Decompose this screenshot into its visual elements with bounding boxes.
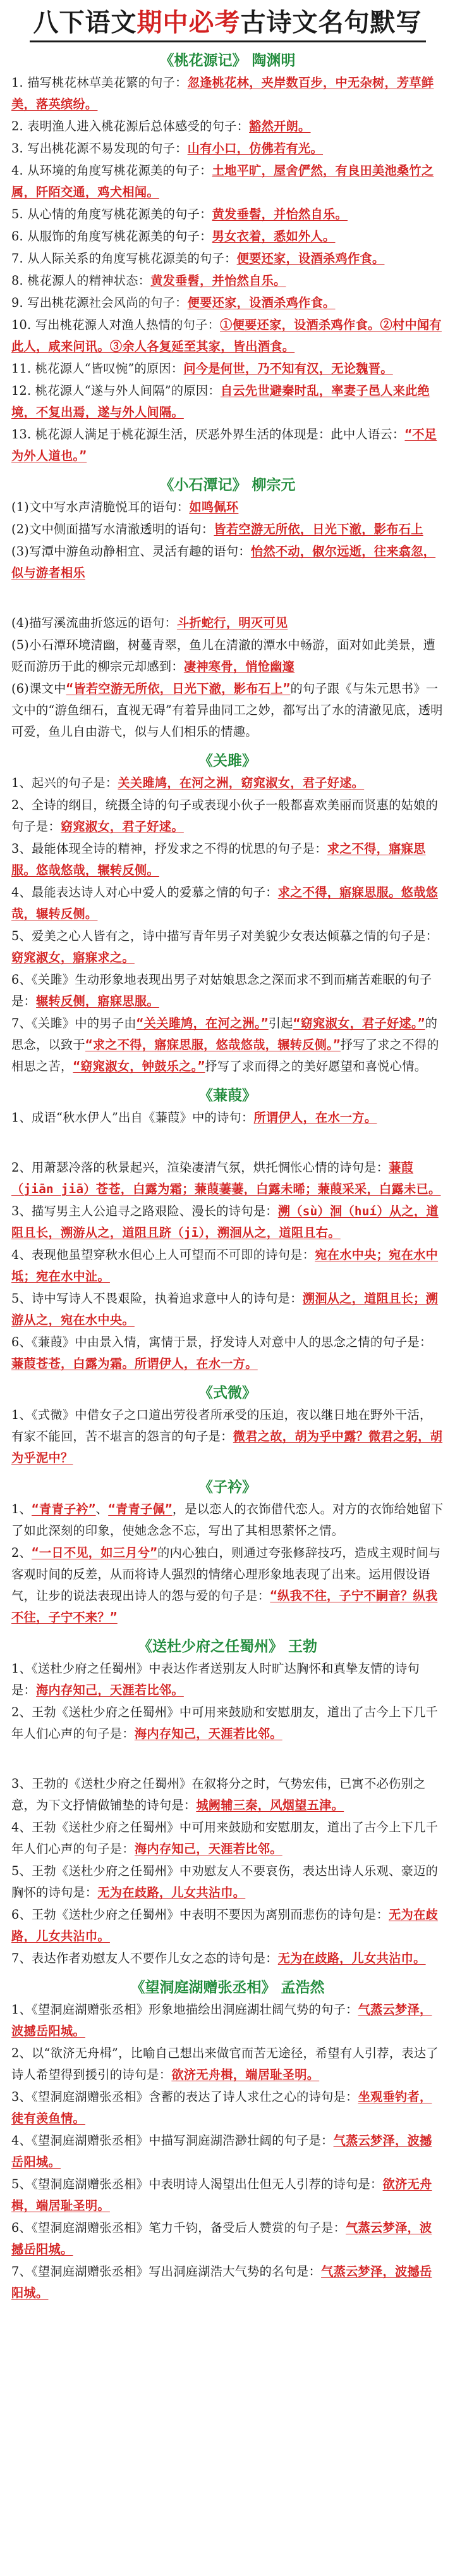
question-item [11, 1013, 444, 1077]
section-jianjia [11, 1084, 444, 1375]
question-text: 6、王勃《送杜少府之任蜀州》中表明不要因为离别而悲伤的诗句是： [11, 1907, 389, 1922]
spacer [11, 1129, 444, 1157]
answer-text: 豁然开朗。 [249, 119, 311, 133]
answer-text: 无为在歧路，儿女共沾巾。 [97, 1885, 246, 1900]
answer-text: “关关雎鸠，在河之洲。” [136, 1016, 269, 1031]
question-item [11, 1999, 444, 2042]
answer-text: 无为在歧路，儿女共沾巾。 [277, 1951, 426, 1966]
spacer [11, 1745, 444, 1773]
answer-text: 欲济无舟楫，端居耻圣明。 [11, 2177, 432, 2213]
question-item [11, 248, 444, 269]
section-zijin [11, 1475, 444, 1628]
question-item [11, 1288, 444, 1331]
question-item [11, 380, 444, 423]
question-item [11, 1773, 444, 1816]
question-text: 的内心独白，则通过夸张修辞技巧，造成主观时间与客观时间的反差，从而将诗人强烈的情绪心理形象地表现了出来。运用假设语气，让步的说法表现出诗人的怨与爱的句子是： [11, 1545, 441, 1603]
answer-text: 蒹葭（jiān jiā）苍苍，白露为霜；蒹葭萋萋，白露未晞；蒹葭采采，白露未已。 [11, 1160, 441, 1196]
question-text: 6、《蒹葭》中由景入情，寓情于景，抒发诗人对意中人的思念之情的句子是： [11, 1335, 432, 1349]
question-item [11, 116, 444, 137]
question-item [11, 1904, 444, 1947]
question-text: 7、表达作者劝慰友人不要作儿女之态的诗句是： [11, 1951, 278, 1966]
answer-text: 土地平旷，屋舍俨然，有良田美池桑竹之属，阡陌交通，鸡犬相闻。 [11, 163, 434, 199]
answer-text: 蒹葭苍苍，白露为霜。所谓伊人，在水一方。 [11, 1356, 258, 1371]
question-item [11, 678, 444, 743]
answer-text: 便要还家，设酒杀鸡作食。 [236, 251, 385, 266]
question-text: (1)文中写水声清脆悦耳的语句： [11, 500, 190, 514]
page-title [30, 8, 426, 42]
question-text: 5、王勃《送杜少府之任蜀州》中劝慰友人不要哀伤，表达出诗人乐观、豪迈的胸怀的诗句是： [11, 1864, 439, 1900]
answer-text: 海内存知己，天涯若比邻。 [35, 1683, 184, 1697]
section-guanju [11, 749, 444, 1077]
question-item [11, 1948, 444, 1969]
question-text: 3、描写男主人公追寻之路艰险、漫长的诗句是： [11, 1204, 278, 1218]
section-songdushaofu [11, 1635, 444, 1969]
answer-text: 皆若空游无所依，日光下澈，影布石上 [214, 522, 423, 536]
question-item [11, 2217, 444, 2260]
question-text: (3)写潭中游鱼动静相宜、灵活有趣的语句： [11, 544, 251, 559]
question-text: 2、以“欲济无舟楫”，比喻自己想出来做官而苦无途径，希望有人引荐，表达了诗人希望得到援引的诗句是： [11, 2046, 439, 2082]
question-text: (5)小石潭环境清幽，树蔓青翠，鱼儿在清澈的潭水中畅游，面对如此美景，遭贬而游历于此的柳宗元却感到： [11, 638, 436, 674]
question-text: (6)课文中 [11, 681, 66, 696]
answer-text: “窈窕淑女，钟鼓乐之。” [73, 1059, 205, 1074]
answer-text: 溯洄从之，道阻且长；溯游从之，宛在水中央。 [11, 1291, 439, 1327]
answer-text: “青青子衿” [32, 1502, 96, 1516]
question-text: 2、王勃《送杜少府之任蜀州》中可用来鼓励和安慰朋友，道出了古今上下几千年人们心声的句子是： [11, 1705, 439, 1741]
answer-text: ①便要还家，设酒杀鸡作食。②村中闻有此人，咸来问讯。③余人各复延至其家，皆出酒食。 [11, 318, 442, 354]
answer-text: 海内存知己，天涯若比邻。 [134, 1726, 282, 1741]
answer-text: 如鸣佩环 [189, 500, 239, 514]
question-item [11, 2261, 444, 2304]
question-text: 1、起兴的句子是： [11, 776, 118, 790]
answer-text: 溯（sù）洄（huí）从之，道阻且长，溯游从之，道阻且跻（jī），溯洄从之，道阻且右。 [11, 1204, 439, 1240]
question-text: 5. 从心情的角度写桃花源美的句子： [11, 207, 212, 221]
question-text: 的句子跟《与朱元思书》一文中的“游鱼细石，直视无碍”有着异曲同工之妙，都写出了水的清澈见底，透明可爱，鱼儿自由游弋，似与人们相乐的情趣。 [11, 681, 443, 739]
question-item [11, 2043, 444, 2086]
question-item [11, 497, 444, 518]
question-text: 3、《望洞庭湖赠张丞相》含蓄的表达了诗人求仕之心的诗句是： [11, 2090, 358, 2104]
question-text: 4、《望洞庭湖赠张丞相》中描写洞庭湖浩渺壮阔的句子是： [11, 2133, 334, 2148]
question-item [11, 358, 444, 380]
answer-text: 山有小口，仿佛若有光。 [187, 141, 324, 156]
question-text: 6、《望洞庭湖赠张丞相》笔力千钧，备受后人赞赏的句子是： [11, 2220, 346, 2235]
question-item [11, 2174, 444, 2217]
question-text: 2、 [11, 1545, 32, 1560]
question-item [11, 926, 444, 969]
answer-text: 凄神寒骨，悄怆幽邃 [183, 659, 295, 674]
question-text: 引起 [268, 1016, 293, 1031]
answer-text: 宛在水中央；宛在水中坻；宛在水中沚。 [11, 1248, 439, 1284]
answer-text: 黄发垂髫，并怡然自乐。 [212, 207, 348, 221]
answer-text: 男女衣着，悉如外人。 [212, 229, 336, 244]
question-item [11, 292, 444, 314]
question-text: 4、表现他虽望穿秋水但心上人可望而不可即的诗句是： [11, 1248, 315, 1262]
question-text: 1、成语“秋水伊人”出自《蒹葭》中的诗句： [11, 1110, 254, 1125]
question-item [11, 882, 444, 925]
question-text: 3、王勃的《送杜少府之任蜀州》在叙将分之时，气势宏伟，已寓不必伤别之意，为下文抒情做铺垫的诗句是： [11, 1776, 426, 1812]
answer-text: 欲济无舟楫，端居耻圣明。 [171, 2067, 320, 2082]
question-text: 2. 表明渔人进入桃花源后总体感受的句子： [11, 119, 250, 133]
answer-text: 便要还家，设酒杀鸡作食。 [187, 295, 336, 310]
answer-text: “青青子佩” [108, 1502, 173, 1516]
section-shiwei [11, 1381, 444, 1469]
question-text: 13. 桃花源人满足于桃花源生活，厌恶外界生活的体现是：此中人语云： [11, 427, 405, 442]
answer-text: 城阙辅三秦，风烟望五津。 [196, 1798, 344, 1812]
question-text: ，是以恋人的衣饰借代恋人。对方的衣饰给她留下了如此深刻的印象，使她念念不忘，写出了其相思萦怀之情。 [11, 1502, 444, 1538]
question-text: 5、《望洞庭湖赠张丞相》中表明诗人渴望出仕但无人引荐的诗句是： [11, 2177, 383, 2191]
question-item [11, 314, 444, 357]
question-text: 4、最能表达诗人对心中爱人的爱慕之情的句子： [11, 885, 278, 900]
question-text: 抒写了求之不得的相思之苦， [11, 1037, 439, 1074]
question-text: 2、用萧瑟冷落的秋景起兴，渲染凄清气氛，烘托惆怅心情的诗句是： [11, 1160, 389, 1175]
question-item [11, 795, 444, 838]
question-item [11, 772, 444, 794]
title-suffix: 古诗文名句默写 [240, 8, 422, 37]
answer-text: 气蒸云梦泽，波撼岳阳城。 [11, 2002, 432, 2038]
question-item [11, 1107, 444, 1129]
question-item [11, 1404, 444, 1469]
section-xiaoshitanji [11, 473, 444, 743]
question-item [11, 160, 444, 203]
question-item [11, 1861, 444, 1904]
answer-text: 怡然不动，俶尔远逝，往来翕忽，似与游者相乐 [11, 544, 436, 580]
question-text: 2、全诗的纲目，统摄全诗的句子或表现小伙子一般都喜欢美丽而贤惠的姑娘的句子是： [11, 798, 439, 834]
section-taohuayuanji [11, 49, 444, 467]
question-item [11, 1817, 444, 1860]
answer-text: 坐观垂钓者，徒有羡鱼情。 [11, 2090, 432, 2126]
question-text: 4、王勃《送杜少府之任蜀州》中可用来鼓励和安慰朋友，道出了古今上下几千年人们心声的句子是： [11, 1820, 439, 1856]
answer-text: 海内存知己，天涯若比邻。 [134, 1842, 282, 1856]
question-item [11, 1499, 444, 1542]
answer-text: 窈窕淑女，寤寐求之。 [11, 950, 135, 965]
question-text: 5、诗中写诗人不畏艰险，执着追求意中人的诗句是： [11, 1291, 303, 1306]
answer-text: 斗折蛇行，明灭可见 [176, 616, 288, 630]
question-text: 1. 描写桃花林草美花繁的句子： [11, 75, 188, 90]
question-item [11, 519, 444, 540]
question-text: 1、 [11, 1502, 32, 1516]
question-item [11, 838, 444, 881]
section-heading: 《子衿》 [198, 1479, 257, 1495]
question-text: 11. 桃花源人“皆叹惋”的原因： [11, 361, 184, 376]
question-text: 6、《关雎》生动形象地表现出男子对姑娘思念之深而求不到而痛苦难眠的句子是： [11, 972, 432, 1008]
answer-text: 自云先世避秦时乱，率妻子邑人来此绝境，不复出焉，遂与外人间隔。 [11, 383, 430, 419]
title-prefix: 八下语文 [33, 8, 137, 37]
question-text: 3. 写出桃花源不易发现的句子： [11, 141, 188, 156]
section-heading: 《送杜少府之任蜀州》 王勃 [137, 1638, 317, 1655]
question-item [11, 226, 444, 247]
question-text: 6. 从服饰的角度写桃花源美的句子： [11, 229, 212, 244]
question-item [11, 2130, 444, 2173]
question-item [11, 1157, 444, 1200]
question-item [11, 138, 444, 159]
answer-text: 微君之故，胡为乎中露？微君之躬，胡为乎泥中？ [11, 1429, 443, 1465]
section-heading: 《关雎》 [198, 753, 257, 769]
question-item [11, 612, 444, 634]
spacer [11, 585, 444, 612]
answer-text: “求之不得，寤寐思服，悠哉悠哉，辗转反侧。” [85, 1037, 341, 1052]
section-heading: 《式微》 [198, 1385, 257, 1401]
answer-text: “窈窕淑女，君子好逑。” [293, 1016, 425, 1031]
answer-text: 求之不得，寤寐思服。悠哉悠哉，辗转反侧。 [11, 885, 439, 921]
question-item [11, 72, 444, 115]
question-text: 7、《关雎》中的男子由 [11, 1016, 136, 1031]
question-text: 1、《式微》中借女子之口道出劳役者所承受的压迫，夜以继日地在野外干活，有家不能回，苦不堪言的怨言的句子是： [11, 1408, 432, 1444]
answer-text: 窈窕淑女，君子好逑。 [60, 819, 184, 834]
answer-text: “不足为外人道也。” [11, 427, 437, 463]
question-text: 3、最能体现全诗的精神，抒发求之不得的忧思的句子是： [11, 841, 327, 856]
answer-text: 求之不得，寤寐思服。悠哉悠哉，辗转反侧。 [11, 841, 426, 877]
section-heading: 《小石潭记》 柳宗元 [159, 477, 296, 493]
answer-text: “纵我不往，子宁不嗣音？纵我不往，子宁不来？” [11, 1588, 438, 1625]
question-item [11, 2086, 444, 2129]
question-text: 1、《送杜少府之任蜀州》中表达作者送别友人时旷达胸怀和真挚友情的诗句是： [11, 1661, 420, 1697]
section-wangdongtinghu [11, 1976, 444, 2304]
answer-text: 黄发垂髫，并怡然自乐。 [150, 273, 286, 288]
answer-text: 所谓伊人，在水一方。 [253, 1110, 377, 1125]
question-item [11, 1244, 444, 1287]
answer-text: 气蒸云梦泽，波撼岳阳城。 [11, 2220, 432, 2257]
answer-text: 气蒸云梦泽，波撼岳阳城。 [11, 2133, 432, 2169]
question-item [11, 1201, 444, 1244]
question-item [11, 424, 444, 467]
section-heading: 《蒹葭》 [198, 1087, 257, 1104]
question-item [11, 270, 444, 292]
question-item [11, 1702, 444, 1745]
question-text: 10. 写出桃花源人对渔人热情的句子： [11, 318, 221, 332]
title-highlight: 期中必考 [136, 8, 241, 37]
question-item [11, 635, 444, 678]
section-heading: 《望洞庭湖赠张丞相》 孟浩然 [130, 1979, 325, 1996]
question-text: 12. 桃花源人“遂与外人间隔”的原因： [11, 383, 221, 398]
question-text: 抒写了求而得之的美好愿望和喜悦心情。 [205, 1059, 427, 1074]
question-item [11, 969, 444, 1012]
answer-text: 气蒸云梦泽，波撼岳阳城。 [11, 2264, 432, 2300]
question-text: 7、《望洞庭湖赠张丞相》写出洞庭湖浩大气势的名句是： [11, 2264, 322, 2279]
question-item [11, 1542, 444, 1628]
question-text: 1、《望洞庭湖赠张丞相》形象地描绘出洞庭湖壮阔气势的句子： [11, 2002, 358, 2017]
question-text: 7. 从人际关系的角度写桃花源美的句子： [11, 251, 237, 266]
question-text: 的思念，以致于 [11, 1016, 438, 1052]
section-heading: 《桃花源记》 陶渊明 [159, 53, 296, 69]
answer-text: 无为在歧路，儿女共沾巾。 [11, 1907, 439, 1943]
question-item [11, 1332, 444, 1375]
answer-text: 辗转反侧，寤寐思服。 [35, 994, 159, 1008]
page-title-bar [11, 8, 444, 42]
question-text: 8. 桃花源人的精神状态： [11, 273, 151, 288]
answer-text: “一日不见，如三月兮” [32, 1545, 158, 1560]
answer-text: 问今是何世，乃不知有汉，无论魏晋。 [183, 361, 393, 376]
question-text: (2)文中侧面描写水清澈透明的语句： [11, 522, 214, 536]
question-text: (4)描写溪流曲折悠远的语句： [11, 616, 177, 630]
answer-text: 忽逢桃花林，夹岸数百步，中无杂树，芳草鲜美，落英缤纷。 [11, 75, 434, 111]
answer-text: 关关雎鸠，在河之洲，窈窕淑女，君子好逑。 [118, 776, 365, 790]
question-text: 4. 从环境的角度写桃花源美的句子： [11, 163, 212, 178]
question-item [11, 1658, 444, 1701]
question-item [11, 541, 444, 584]
question-text: 9. 写出桃花源社会风尚的句子： [11, 295, 188, 310]
question-text: 5、爱美之心人皆有之，诗中描写青年男子对美貌少女表达倾慕之情的句子是： [11, 929, 439, 943]
answer-text: “皆若空游无所依，日光下澈，影布石上” [66, 681, 291, 696]
question-item [11, 204, 444, 225]
question-text: 、 [95, 1502, 109, 1516]
